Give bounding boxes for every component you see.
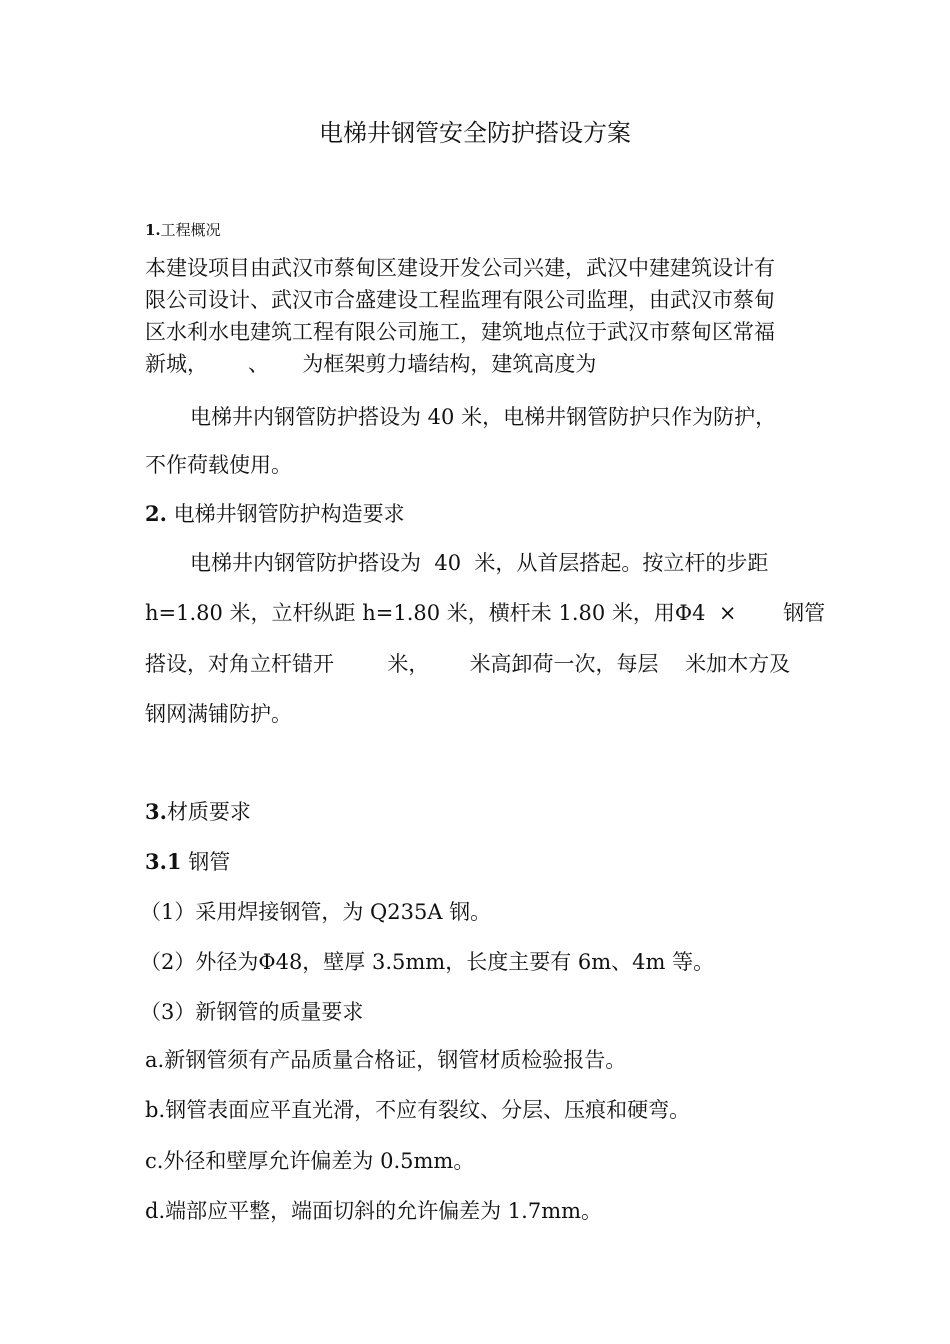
section-3-heading bbox=[145, 798, 251, 826]
section-1-paragraph-line: 不作荷载使用。 bbox=[145, 453, 292, 477]
section-1-number: 1. bbox=[145, 221, 161, 239]
subsection-3-1-title: 钢管 bbox=[181, 850, 231, 874]
subsection-3-1-heading bbox=[145, 848, 230, 876]
subsection-3-1-number: 3.1 bbox=[145, 849, 182, 874]
section-2-paragraph-line: 电梯井内钢管防护搭设为 40 米，从首层搭起。按立杆的步距 bbox=[190, 551, 769, 575]
section-3-number: 3. bbox=[145, 799, 167, 824]
requirement-item: d.端部应平整，端面切斜的允许偏差为 1.7mm。 bbox=[145, 1199, 603, 1223]
section-2-heading bbox=[145, 500, 405, 528]
section-2-paragraph-line: h=1.80 米，立杆纵距 h=1.80 米，横杆未 1.80 米，用Φ4 × 钢管 bbox=[145, 601, 826, 625]
requirement-item: b.钢管表面应平直光滑，不应有裂纹、分层、压痕和硬弯。 bbox=[145, 1098, 691, 1122]
section-2-number: 2. bbox=[145, 501, 167, 526]
section-1-paragraph-line: 电梯井内钢管防护搭设为 40 米，电梯井钢管防护只作为防护， bbox=[190, 405, 777, 429]
requirement-item: （2）外径为Φ48，壁厚 3.5mm，长度主要有 6m、4m 等。 bbox=[140, 950, 715, 974]
document-title: 电梯井钢管安全防护搭设方案 bbox=[319, 119, 631, 147]
section-1-paragraph-line: 区水利水电建筑工程有限公司施工，建筑地点位于武汉市蔡甸区常福 bbox=[145, 320, 775, 344]
requirement-item: a.新钢管须有产品质量合格证，钢管材质检验报告。 bbox=[145, 1048, 627, 1072]
requirement-item: c.外径和壁厚允许偏差为 0.5mm。 bbox=[145, 1149, 475, 1173]
section-1-paragraph-line: 限公司设计、武汉市合盛建设工程监理有限公司监理，由武汉市蔡甸 bbox=[145, 288, 775, 312]
requirement-item: （1）采用焊接钢管，为 Q235A 钢。 bbox=[140, 900, 492, 924]
section-2-title: 电梯井钢管防护构造要求 bbox=[166, 502, 405, 526]
section-1-heading bbox=[145, 216, 221, 244]
section-1-paragraph-line: 新城， 、 为框架剪力墙结构，建筑高度为 bbox=[145, 352, 597, 376]
section-1-paragraph-line: 本建设项目由武汉市蔡甸区建设开发公司兴建，武汉中建建筑设计有 bbox=[145, 256, 775, 280]
section-1-title: 工程概况 bbox=[160, 221, 221, 239]
section-2-paragraph-line: 钢网满铺防护。 bbox=[145, 702, 292, 726]
requirement-item: （3）新钢管的质量要求 bbox=[140, 1000, 364, 1024]
section-2-paragraph-line: 搭设，对角立杆错开 米， 米高卸荷一次，每层 米加木方及 bbox=[145, 652, 791, 676]
section-3-title: 材质要求 bbox=[166, 800, 251, 824]
